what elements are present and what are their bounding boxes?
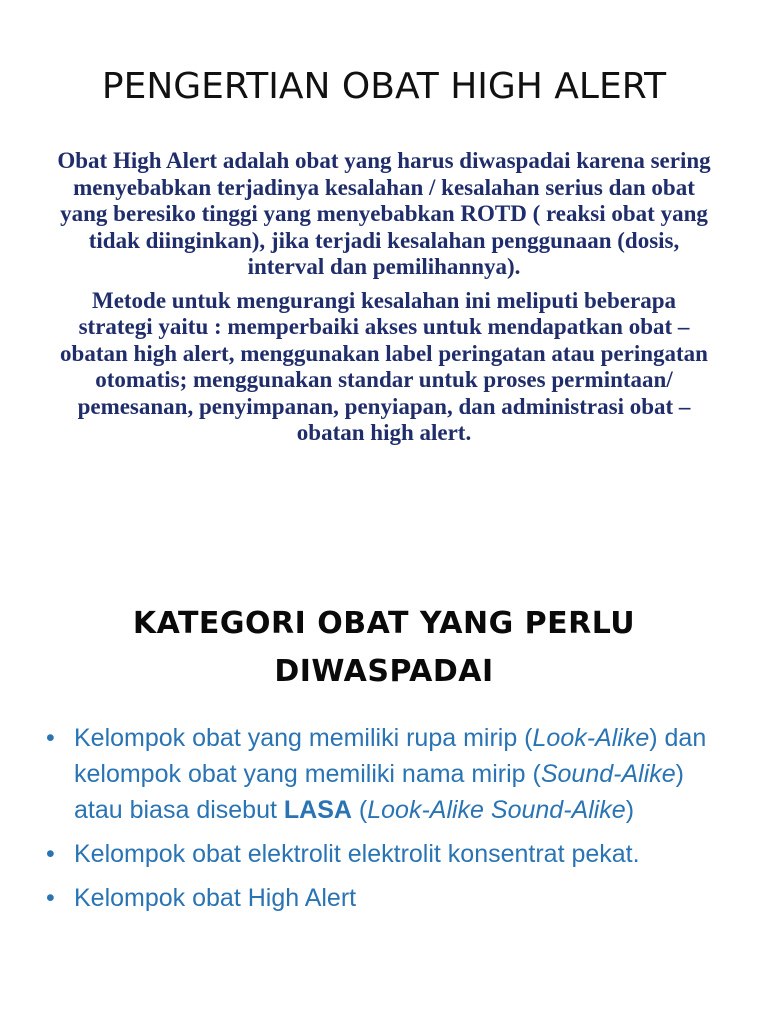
bullet-icon: • <box>46 724 55 752</box>
list-item-lasa <box>40 720 730 828</box>
definition-body <box>56 148 712 454</box>
look-alike-term: Look-Alike <box>532 724 650 752</box>
title-line-1: KATEGORI OBAT YANG PERLU <box>132 606 636 641</box>
lasa-text-1: Kelompok obat yang memiliki rupa mirip ( <box>74 724 533 752</box>
list-item-electrolyte <box>40 836 730 872</box>
title-line-2: DIWASPADAI <box>274 654 494 689</box>
lasa-text-5: ) <box>625 796 635 824</box>
slide-categories <box>0 560 768 1024</box>
lasa-text-3: ) atau biasa disebut <box>74 760 684 824</box>
sound-alike-term: Sound-Alike <box>540 760 676 788</box>
electrolyte-text: Kelompok obat elektrolit elektrolit konsentrat pekat. <box>74 840 640 868</box>
slide-title-definition: PENGERTIAN OBAT HIGH ALERT <box>101 66 667 107</box>
slide-title-categories <box>40 600 728 696</box>
high-alert-text: Kelompok obat High Alert <box>74 884 357 912</box>
list-item-high-alert <box>40 880 730 916</box>
lasa-text-2: ) dan kelompok obat yang memiliki nama mirip ( <box>74 724 707 788</box>
definition-paragraph: Obat High Alert adalah obat yang harus diwaspadai karena sering menyebabkan terjadinya kesalahan / kesalahan serius dan obat yang beresiko tinggi yang menyebabkan ROTD ( reaksi obat yang tidak diinginkan), jika terjadi kesalahan penggunaan (dosis, interval dan pemilihannya). <box>57 148 711 279</box>
look-alike-sound-alike-term: Look-Alike Sound-Alike <box>367 796 626 824</box>
bullet-icon: • <box>46 840 55 868</box>
lasa-text-4: ( <box>351 796 368 824</box>
category-list <box>40 720 730 924</box>
lasa-acronym: LASA <box>283 796 352 824</box>
method-paragraph: Metode untuk mengurangi kesalahan ini meliputi beberapa strategi yaitu : memperbaiki akses untuk mendapatkan obat – obatan high alert, menggunakan label peringatan atau peringatan otomatis; menggunakan standar untuk proses permintaan/ pemesanan, penyimpanan, penyiapan, dan administrasi obat – obatan high alert. <box>60 287 708 445</box>
bullet-icon: • <box>46 884 55 912</box>
